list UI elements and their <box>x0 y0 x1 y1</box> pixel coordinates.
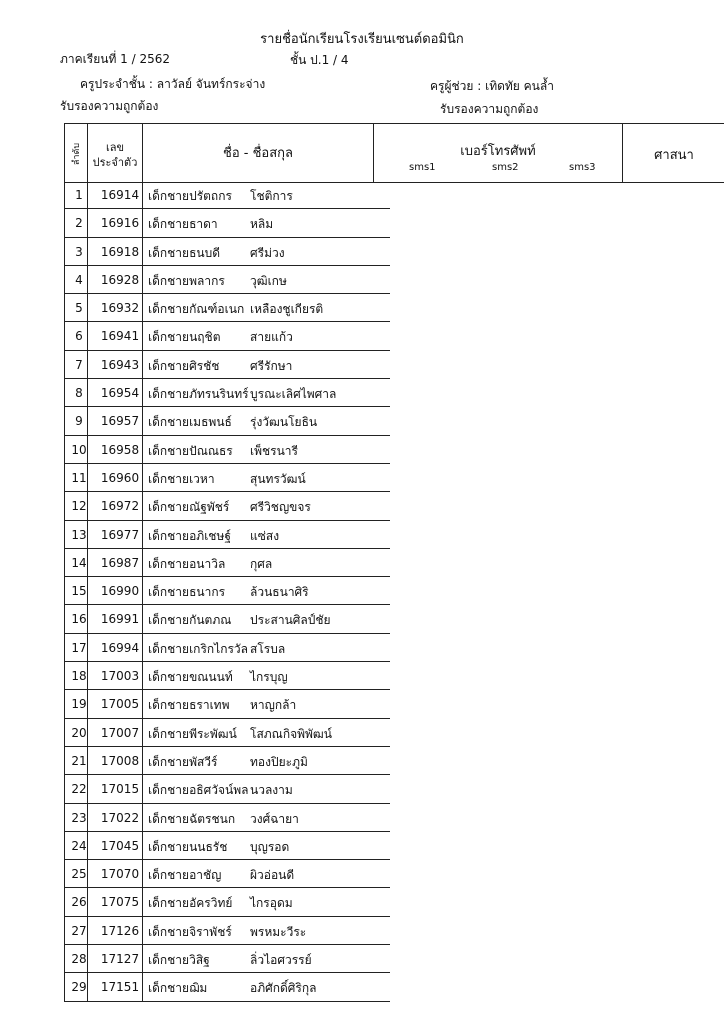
student-id: 17151 <box>100 980 140 995</box>
homeroom-teacher: ครูประจำชั้น : ลาวัลย์ จันทร์กระจ่าง <box>80 77 266 91</box>
student-last-name: บูรณะเลิศไพศาล <box>250 387 337 402</box>
row-number: 15 <box>71 584 87 599</box>
student-last-name: ผิวอ่อนดี <box>250 868 295 883</box>
student-last-name: หาญกล้า <box>250 698 297 713</box>
student-id: 16928 <box>100 272 140 287</box>
assistant-teacher: ครูผู้ช่วย : เทิดทัย คนล้ำ <box>430 79 554 93</box>
student-id: 16932 <box>100 301 140 316</box>
student-last-name: เหลืองชูเกียรติ <box>250 302 324 317</box>
sms1-label: sms1 <box>409 162 436 173</box>
student-first-name: เด็กชายธราเทพ <box>148 698 230 713</box>
row-number: 9 <box>75 414 83 429</box>
student-last-name: ทองปิยะภูมิ <box>250 754 308 769</box>
student-id: 17127 <box>100 952 140 967</box>
row-number: 21 <box>71 753 87 768</box>
student-last-name: โสภณกิจพิพัฒน์ <box>250 726 332 741</box>
row-number: 18 <box>71 669 87 684</box>
student-id: 16954 <box>100 386 140 401</box>
student-first-name: เด็กชายนฤชิต <box>148 330 221 345</box>
table-row <box>64 719 390 747</box>
row-number: 6 <box>75 329 83 344</box>
student-first-name: เด็กชายเกริกไกรวัล <box>148 641 248 656</box>
table-row <box>64 605 390 633</box>
student-first-name: เด็กชายอนาวิล <box>148 556 226 571</box>
student-id: 17075 <box>100 895 140 910</box>
student-last-name: ไกรอุดม <box>250 896 293 911</box>
student-id: 16977 <box>100 527 140 542</box>
student-id: 16916 <box>100 216 140 231</box>
student-first-name: เด็กชายอธิศวัจน์พล <box>148 783 249 798</box>
student-first-name: เด็กชายกันตภณ <box>148 613 232 628</box>
student-id: 17070 <box>100 867 140 882</box>
student-id: 16960 <box>100 470 140 485</box>
table-row <box>64 662 390 690</box>
student-last-name: ศรีวิชญขจร <box>250 500 311 515</box>
student-id: 16914 <box>100 188 140 202</box>
table-row <box>64 804 390 832</box>
table-row <box>64 209 390 237</box>
table-row <box>64 181 390 209</box>
student-first-name: เด็กชายธาดา <box>148 217 218 232</box>
student-first-name: เด็กชายศิรชัช <box>148 358 220 373</box>
table-row <box>64 832 390 860</box>
student-last-name: เพ็ชรนารี <box>250 443 298 458</box>
col-religion-header: ศาสนา <box>654 148 694 163</box>
student-first-name: เด็กชายกัณฑ์อเนก <box>148 302 245 317</box>
student-last-name: นวลงาม <box>250 783 293 798</box>
student-last-name: แซ่สง <box>250 528 280 543</box>
student-first-name: เด็กชายปรัตถกร <box>148 189 232 203</box>
student-last-name: อภิศักดิ์ศิริกุล <box>250 981 317 996</box>
certify-right: รับรองความถูกต้อง <box>440 102 539 116</box>
table-row <box>64 294 390 322</box>
col-name-header: ชื่อ - ชื่อสกุล <box>223 146 293 161</box>
row-number: 22 <box>71 782 87 797</box>
student-first-name: เด็กชายอาชัญ <box>148 868 222 883</box>
col-number-header: ลำดับ <box>72 142 82 166</box>
student-id: 17015 <box>100 782 140 797</box>
student-last-name: พรหมะวีระ <box>250 924 307 939</box>
table-row <box>64 464 390 492</box>
student-id: 16958 <box>100 442 140 457</box>
document-title: รายชื่อนักเรียนโรงเรียนเซนต์ดอมินิก <box>260 32 464 47</box>
row-number: 17 <box>71 640 87 655</box>
table-row <box>64 973 390 1001</box>
row-number: 29 <box>71 980 87 995</box>
student-last-name: รุ่งวัฒนโยธิน <box>250 415 318 430</box>
student-first-name: เด็กชายจิราพัชร์ <box>148 924 232 939</box>
table-row <box>64 436 390 464</box>
table-row <box>64 577 390 605</box>
table-row <box>64 407 390 435</box>
student-id: 17007 <box>100 725 140 740</box>
table-row <box>64 379 390 407</box>
table-row <box>64 634 390 662</box>
student-id: 16987 <box>100 555 140 570</box>
row-number: 20 <box>71 725 87 740</box>
row-number: 11 <box>71 470 87 485</box>
student-last-name: โชติการ <box>250 189 293 203</box>
grade-label: ชั้น ป.1 / 4 <box>290 53 349 67</box>
student-last-name: ศรีม่วง <box>250 245 285 260</box>
student-first-name: เด็กชายธนากร <box>148 585 226 600</box>
student-id: 16943 <box>100 357 140 372</box>
row-number: 7 <box>75 357 83 372</box>
student-first-name: เด็กชายเวหา <box>148 471 215 486</box>
row-number: 28 <box>71 952 87 967</box>
table-row <box>64 521 390 549</box>
student-last-name: ลิ่วไอศวรรย์ <box>250 953 312 968</box>
row-number: 3 <box>75 244 83 259</box>
student-id: 16957 <box>100 414 140 429</box>
table-row <box>64 690 390 718</box>
student-first-name: เด็กชายพีระพัฒน์ <box>148 726 237 741</box>
table-row <box>64 549 390 577</box>
student-last-name: หลิม <box>250 217 274 232</box>
student-last-name: ศรีรักษา <box>250 358 293 373</box>
student-table-body <box>64 181 390 1002</box>
student-first-name: เด็กชายอภิเชษฐ์ <box>148 528 231 543</box>
student-first-name: เด็กชายปัณณธร <box>148 443 233 458</box>
row-number: 14 <box>71 555 87 570</box>
student-id: 17005 <box>100 697 140 712</box>
row-number: 2 <box>75 216 83 231</box>
sms2-label: sms2 <box>492 162 519 173</box>
student-first-name: เด็กชายพลากร <box>148 273 225 288</box>
student-first-name: เด็กชายเมธพนธ์ <box>148 415 232 430</box>
table-row <box>64 747 390 775</box>
row-number: 5 <box>75 301 83 316</box>
student-first-name: เด็กชายพัสวีร์ <box>148 754 218 769</box>
student-id: 16994 <box>100 640 140 655</box>
row-number: 24 <box>71 838 87 853</box>
table-row <box>64 492 390 520</box>
row-number: 25 <box>71 867 87 882</box>
student-id: 17008 <box>100 753 140 768</box>
table-row <box>64 775 390 803</box>
table-header <box>64 123 724 183</box>
table-row <box>64 351 390 379</box>
student-id: 17022 <box>100 810 140 825</box>
row-number: 23 <box>71 810 87 825</box>
student-last-name: สโรบล <box>250 641 286 656</box>
table-row <box>64 888 390 916</box>
col-phone-header: เบอร์โทรศัพท์ <box>460 144 536 159</box>
row-number: 8 <box>75 386 83 401</box>
student-last-name: วงศ์ฉายา <box>250 811 299 826</box>
student-id: 16991 <box>100 612 140 627</box>
row-number: 27 <box>71 923 87 938</box>
student-id: 17126 <box>100 923 140 938</box>
row-number: 16 <box>71 612 87 627</box>
row-number: 19 <box>71 697 87 712</box>
col-id-header-line2: ประจำตัว <box>92 156 138 169</box>
student-id: 17045 <box>100 838 140 853</box>
sms3-label: sms3 <box>569 162 596 173</box>
student-id: 17003 <box>100 669 140 684</box>
row-number: 12 <box>71 499 87 514</box>
row-number: 1 <box>75 188 83 202</box>
row-number: 26 <box>71 895 87 910</box>
student-first-name: เด็กชายฉัตรชนก <box>148 811 236 826</box>
table-row <box>64 238 390 266</box>
row-number: 13 <box>71 527 87 542</box>
col-id-header-line1: เลข <box>105 141 125 154</box>
student-id: 16941 <box>100 329 140 344</box>
student-first-name: เด็กชายนนธรัช <box>148 839 228 854</box>
row-number: 10 <box>71 442 87 457</box>
student-first-name: เด็กชายอัครวิทย์ <box>148 896 233 911</box>
student-first-name: เด็กชายวิสิฐ <box>148 953 210 968</box>
row-number: 4 <box>75 272 83 287</box>
certify-left: รับรองความถูกต้อง <box>60 99 159 113</box>
student-first-name: เด็กชายธนบดี <box>148 245 221 260</box>
student-id: 16972 <box>100 499 140 514</box>
table-row <box>64 266 390 294</box>
student-last-name: สายแก้ว <box>250 330 293 345</box>
student-last-name: กุศล <box>250 556 273 571</box>
student-last-name: สุนทรวัฒน์ <box>250 471 306 486</box>
student-id: 16990 <box>100 584 140 599</box>
term-label: ภาคเรียนที่ 1 / 2562 <box>60 52 171 66</box>
student-last-name: ไกรบุญ <box>250 670 288 685</box>
student-last-name: ล้วนธนาศิริ <box>250 585 309 600</box>
table-row <box>64 917 390 945</box>
student-last-name: บุญรอด <box>250 839 290 854</box>
student-id: 16918 <box>100 244 140 259</box>
student-first-name: เด็กชายขณนนท์ <box>148 670 233 685</box>
table-row <box>64 945 390 973</box>
student-first-name: เด็กชายภัทรนรินทร์ <box>148 387 249 402</box>
student-last-name: วุฒิเกษ <box>250 273 287 288</box>
student-first-name: เด็กชายณัฐพัชร์ <box>148 500 230 515</box>
student-last-name: ประสานศิลป์ชัย <box>250 613 331 628</box>
student-first-name: เด็กชายฌิม <box>148 981 208 996</box>
table-row <box>64 322 390 350</box>
table-row <box>64 860 390 888</box>
